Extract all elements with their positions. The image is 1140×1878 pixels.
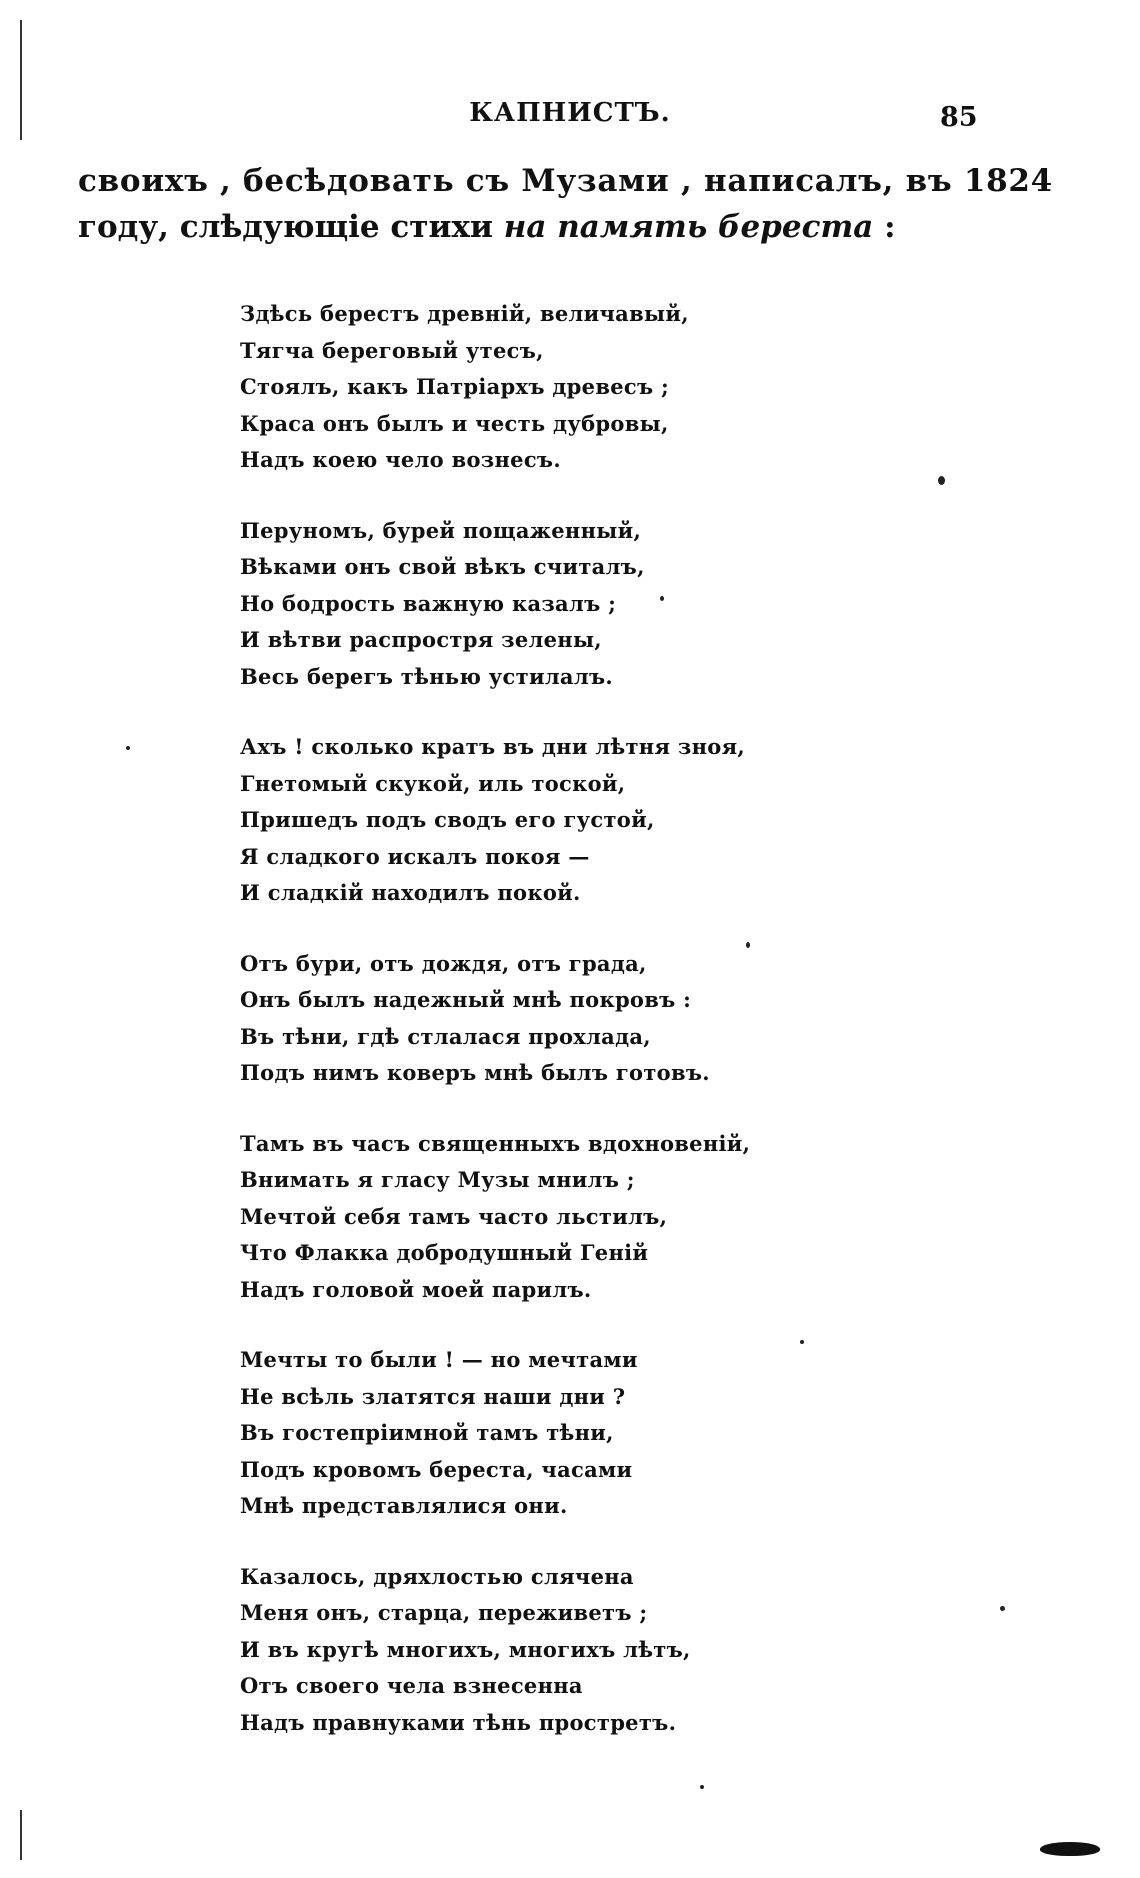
poem-title-italic: на память береста — [503, 209, 874, 245]
verse-line: Подъ кровомъ береста, часами — [240, 1456, 633, 1482]
stanza — [240, 296, 840, 479]
running-head-title: КАПНИСТЪ. — [469, 98, 671, 128]
verse-line: Гнетомый скукой, иль тоской, — [240, 770, 626, 796]
ink-speck — [746, 942, 750, 948]
verse-line: Мечты то были ! — но мечтами — [240, 1347, 638, 1372]
verse-line: Перуномъ, бурей пощаженный, — [240, 517, 642, 543]
verse-line: Внимать я гласу Музы мнилъ ; — [240, 1167, 635, 1192]
ink-speck — [1000, 1606, 1005, 1611]
verse-line: Онъ былъ надежный мнѣ покровъ : — [240, 987, 692, 1012]
verse-line: Отъ бури, отъ дождя, отъ града, — [240, 950, 647, 976]
verse-line: Отъ своего чела взнесенна — [240, 1673, 583, 1698]
intro-line-2-start: году, слѣдующіе стихи — [78, 209, 504, 245]
verse-line: Тамъ въ часъ священныхъ вдохновеній, — [240, 1130, 751, 1156]
ink-speck — [660, 596, 664, 601]
stanza — [240, 513, 840, 696]
ink-speck — [938, 476, 945, 485]
ink-speck — [800, 1340, 804, 1344]
stanza — [240, 1342, 840, 1525]
verse-line: Меня онъ, старца, переживетъ ; — [240, 1600, 648, 1625]
verse-line: Казалось, дряхлостью сляченa — [240, 1563, 634, 1589]
verse-line: Но бодрость важную казалъ ; — [240, 590, 617, 616]
verse-line: И сладкій находилъ покой. — [240, 880, 581, 905]
verse-line: Краса онъ былъ и честь дубровы, — [240, 410, 669, 436]
verse-line: Тягча береговый утесъ, — [240, 337, 544, 363]
verse-line: Мечтой себя тамъ часто льстилъ, — [240, 1203, 668, 1229]
stanza — [240, 1126, 840, 1309]
ink-speck — [126, 746, 130, 750]
verse-line: Ахъ ! сколько кратъ въ дни лѣтня зноя, — [240, 734, 746, 759]
ink-speck — [700, 1785, 704, 1789]
verse-line: Надъ коею чело вознесъ. — [240, 447, 561, 472]
stanza — [240, 1559, 840, 1742]
verse-line: Весь берегъ тѣнью устилалъ. — [240, 663, 613, 689]
verse-line: Надъ головой моей парилъ. — [240, 1276, 592, 1302]
verse-line: Въ гостепріимной тамъ тѣни, — [240, 1420, 614, 1445]
intro-line-2 — [78, 204, 978, 250]
intro-line-1: своихъ , бесѣдовать съ Музами , написалъ, въ 1824 — [78, 163, 1053, 199]
stanza — [240, 729, 840, 912]
verse-line: Вѣками онъ свой вѣкъ считалъ, — [240, 554, 645, 579]
verse-line: И вѣтви распростря зелены, — [240, 627, 602, 652]
verse-line: Пришедъ подъ сводъ его густой, — [240, 807, 655, 832]
verse-line: Что Флакка добродушный Геній — [240, 1240, 649, 1265]
verse-line: Подъ нимъ коверъ мнѣ былъ готовъ. — [240, 1060, 710, 1085]
poem — [240, 296, 840, 1775]
verse-line: Здѣсь берестъ древній, величавый, — [240, 301, 689, 326]
verse-line: Не всѣль златятся наши дни ? — [240, 1383, 626, 1409]
verse-line: Стоялъ, какъ Патріархъ древесъ ; — [240, 374, 670, 399]
margin-rule-bottom — [20, 1810, 22, 1860]
intro-line-2-end: : — [873, 209, 896, 245]
verse-line: Мнѣ представлялися они. — [240, 1493, 568, 1518]
verse-line: И въ кругѣ многихъ, многихъ лѣтъ, — [240, 1636, 691, 1662]
intro-paragraph — [78, 158, 1053, 250]
page-number: 85 — [940, 102, 978, 133]
ink-smudge — [1040, 1842, 1100, 1856]
verse-line: Въ тѣни, гдѣ стлалася прохлада, — [240, 1023, 651, 1049]
verse-line: Я сладкого искалъ покоя — — [240, 843, 590, 869]
verse-line: Надъ правнуками тѣнь прострeтъ. — [240, 1709, 677, 1735]
stanza — [240, 946, 840, 1092]
